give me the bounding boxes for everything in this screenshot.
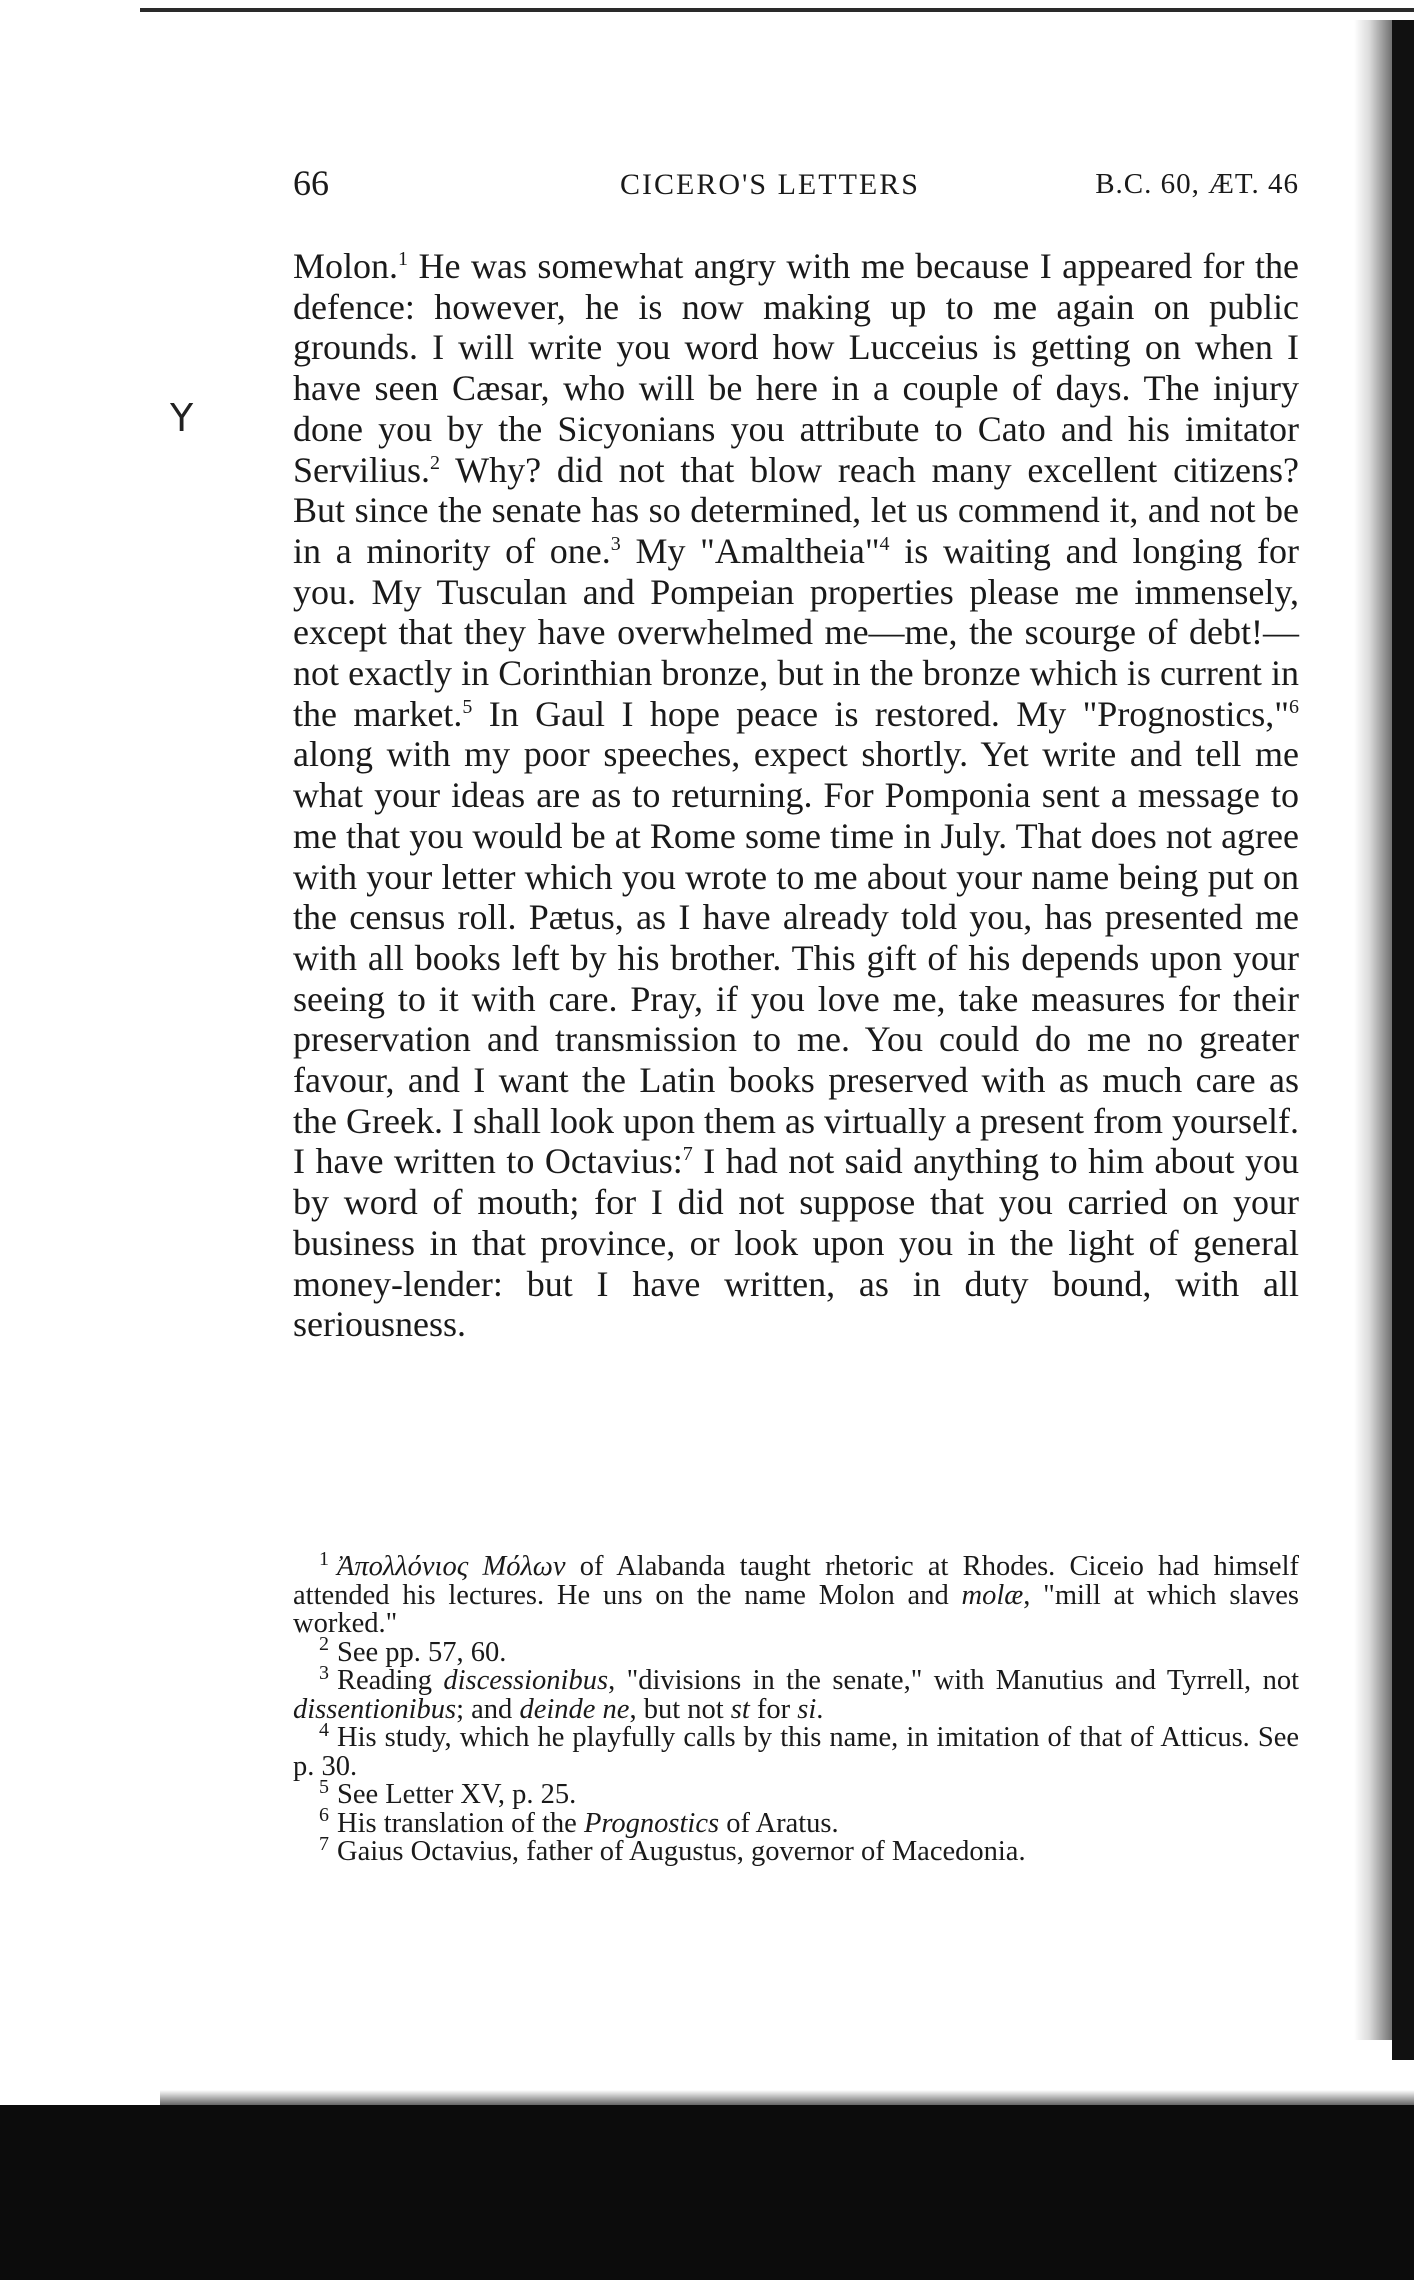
footnotes: [293, 1547, 1299, 1867]
footnote-text: See pp. 57, 60.: [337, 1636, 507, 1668]
footnote-number: 6: [319, 1804, 329, 1826]
footnote-text: Ἀπολλόνιος Μόλων: [337, 1551, 566, 1582]
footnote-text: .: [816, 1693, 824, 1725]
footnote-text: , "mill at which slaves worked.": [293, 1579, 1299, 1639]
page-number: 66: [293, 163, 329, 203]
footnote: [293, 1804, 1299, 1839]
footnote-number: 5: [319, 1775, 329, 1798]
footnote: [293, 1832, 1299, 1867]
footnote: [293, 1775, 1299, 1810]
footnote-number: 2: [319, 1633, 329, 1655]
body-text-segment: Molon.: [293, 246, 399, 286]
footnote-text: , but not: [629, 1693, 731, 1725]
footnote-text: st: [730, 1693, 750, 1725]
footnote-text: for: [749, 1693, 798, 1725]
footnote-number: 7: [319, 1832, 329, 1855]
body-text-segment: along with my poor speeches, expect shortly. Yet write and tell me what your ideas are as to returning. For Pomponia sent a message to me that you would be at Rome some time in July. That does not agree with your letter which you wrote to me about your name being put on the census roll. Pætus, as I have already told you, has presented me with all books left by his brother. This gift of his depends upon your seeing to it with care. Pray, if you love me, take measures for their preservation and transmission to me. You could do me no greater favour, and I want the Latin books preserved with as much care as the Greek. I shall look upon them as virtually a present from yourself. I have written to Octavius:: [293, 734, 1299, 1182]
footnote-number: 1: [319, 1547, 329, 1570]
footnote: [293, 1633, 1299, 1668]
page-header: [293, 162, 1299, 210]
footnote-ref: 5: [462, 695, 473, 718]
body-text-segment: Why? did not that blow reach many excellent citizens? But since the senate has so determined, let us commend it, and not be in a minority of one.: [293, 449, 1299, 571]
footnote: [293, 1661, 1299, 1725]
date-note: B.C. 60, ÆT. 46: [1095, 168, 1299, 200]
margin-mark: Y: [170, 396, 194, 440]
footnote-text: His translation of the: [337, 1807, 584, 1839]
footnote-text: of Aratus.: [719, 1807, 839, 1839]
body-text-segment: I had not said anything to him about you by word of mouth; for I did not suppose that you carried on your business in that province, or look upon you in the light of general money-lender: but I have written, as in duty bound, with all seriousness.: [293, 1141, 1299, 1345]
running-title: CICERO'S LETTERS: [620, 168, 920, 201]
footnote-text: dissentionibus: [293, 1693, 457, 1725]
footnote-number: 3: [319, 1661, 329, 1684]
footnote: [293, 1547, 1299, 1639]
footnote-number: 4: [319, 1718, 329, 1741]
body-text-segment: is waiting and longing for you. My Tusculan and Pompeian properties please me immensely, except that they have overwhelmed me—me, the scourge of debt!—not exactly in Corinthian bronze, but in the bronze which is current in the market.: [293, 530, 1300, 734]
footnote-ref: 7: [682, 1143, 693, 1166]
body-text-segment: He was somewhat angry with me because I appeared for the defence: however, he is now making up to me again on public grounds. I will write you word how Lucceius is getting on when I have seen Cæsar, who will be here in a couple of days. The injury done you by the Sicyonians you attribute to Cato and his imitator Servilius.: [293, 246, 1299, 490]
scan-edge-bottom: [0, 2105, 1414, 2280]
footnote-ref: 2: [430, 451, 441, 474]
footnote-text: Gaius Octavius, father of Augustus, governor of Macedonia.: [337, 1836, 1026, 1867]
footnote-text: discessionibus: [443, 1665, 609, 1696]
letter-body: [293, 246, 1299, 1345]
footnote-ref: 3: [610, 532, 621, 555]
footnote-text: His study, which he playfully calls by this name, in imitation of that of Atticus. See p. 30.: [293, 1722, 1299, 1782]
footnote-text: See Letter XV, p. 25.: [337, 1779, 577, 1810]
footnote-ref: 1: [398, 248, 409, 270]
body-text-segment: My "Amaltheia": [620, 530, 880, 571]
footnote-text: Prognostics: [583, 1807, 720, 1839]
footnote-text: deinde ne: [519, 1693, 630, 1725]
footnote-text: of Alabanda taught rhetoric at Rhodes. Ciceio had himself attended his lectures. He uns on the name Molon and: [293, 1551, 1299, 1611]
footnote-text: , "divisions in the senate," with Manutius and Tyrrell, not: [608, 1665, 1299, 1696]
scan-edge-right: [1392, 20, 1414, 2060]
footnote-ref: 6: [1289, 695, 1300, 718]
footnote: [293, 1718, 1299, 1782]
footnote-text: Reading: [337, 1665, 444, 1696]
body-text-segment: In Gaul I hope peace is restored. My "Prognostics,": [472, 693, 1290, 734]
footnote-text: ; and: [456, 1693, 520, 1725]
footnote-text: si: [797, 1693, 817, 1725]
footnote-ref: 4: [879, 532, 890, 555]
scan-edge-top: [140, 8, 1414, 12]
footnote-text: molæ: [961, 1579, 1024, 1611]
